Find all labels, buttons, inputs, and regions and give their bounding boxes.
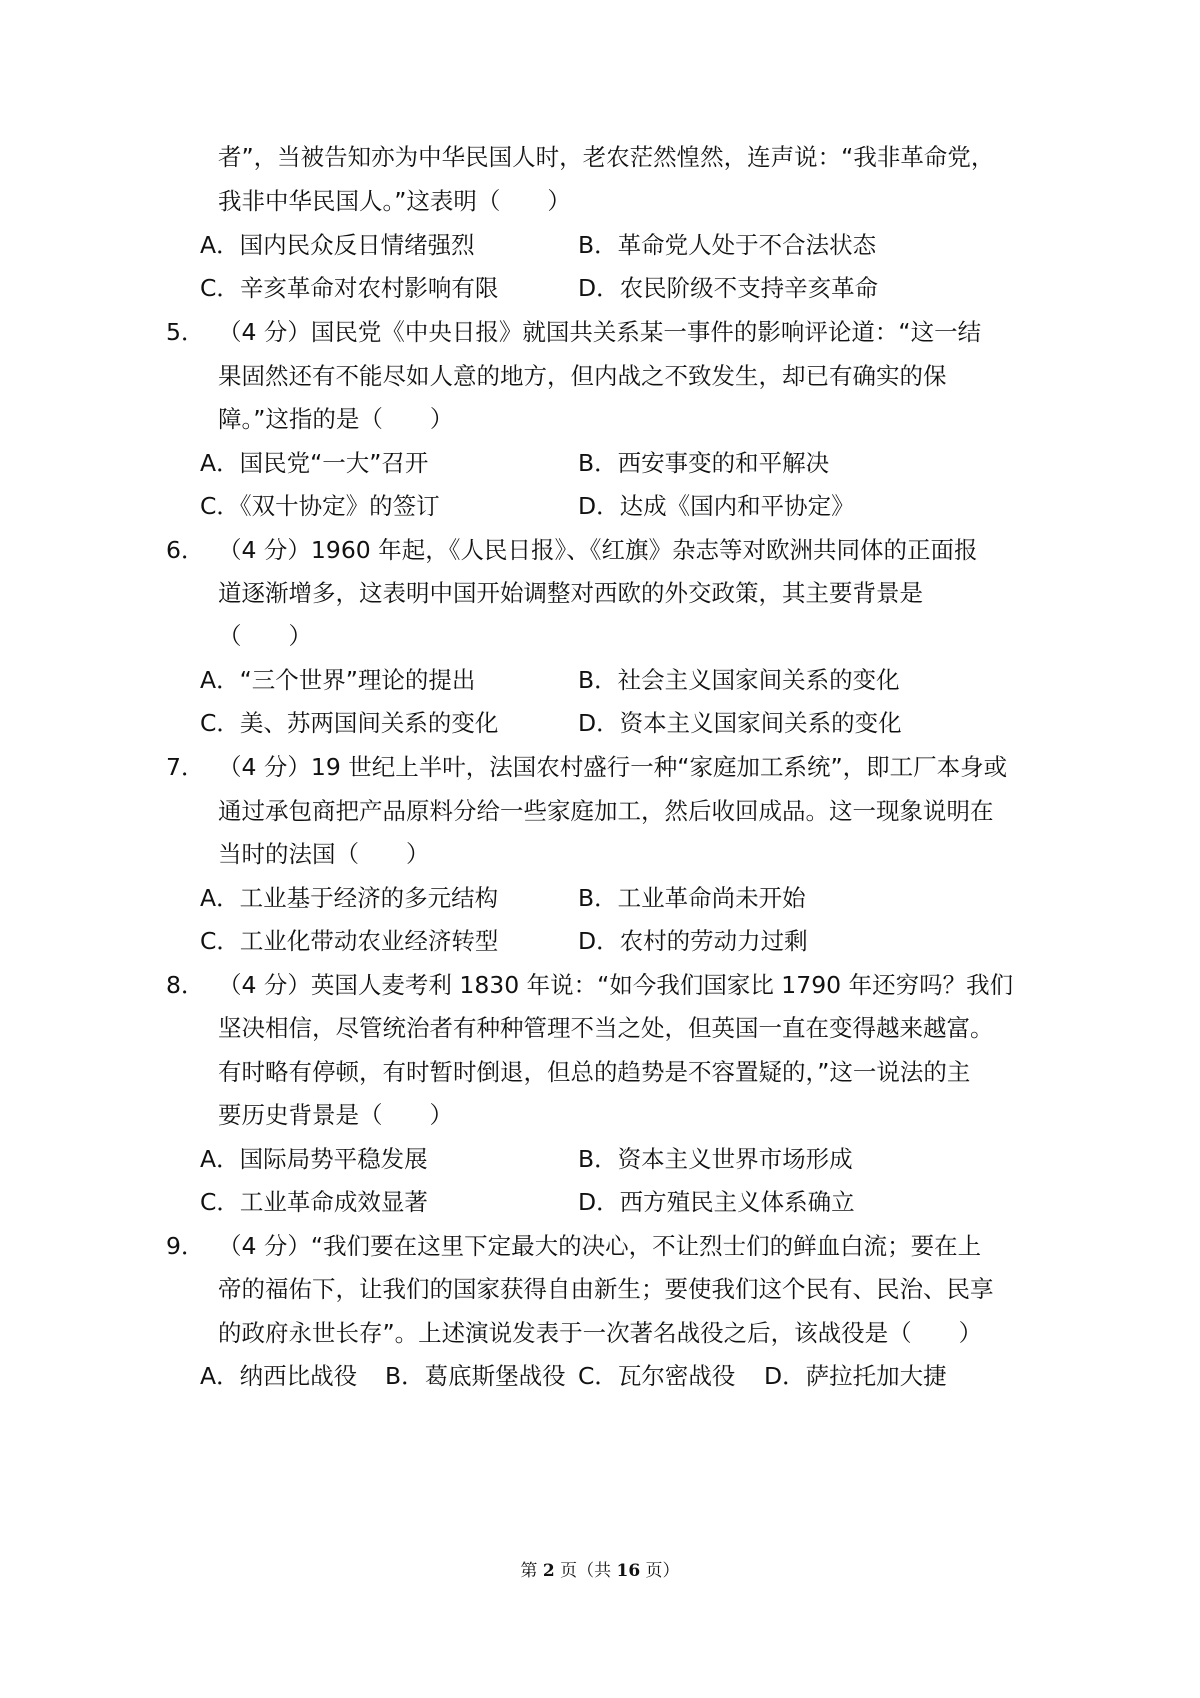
question-8-text-line xyxy=(0,962,1200,1008)
question-9-option-a[interactable]: A．纳西比战役 xyxy=(200,1362,358,1390)
question-7-text: 通过承包商把产品原料分给一些家庭加工，然后收回成品。这一现象说明在 xyxy=(218,797,994,825)
question-4-option-c[interactable]: C．辛亥革命对农村影响有限 xyxy=(200,274,499,302)
question-8-text: 坚决相信，尽管统治者有种种管理不当之处，但英国一直在变得越来越富。 xyxy=(218,1014,994,1042)
question-8-text-line xyxy=(0,1092,1200,1138)
page-footer xyxy=(0,1556,1200,1586)
question-7-text: 当时的法国（ ） xyxy=(218,840,430,868)
question-7-options-row xyxy=(0,918,1200,964)
question-7-option-c[interactable]: C．工业化带动农业经济转型 xyxy=(200,927,499,955)
question-5-text-line xyxy=(0,396,1200,442)
question-8-text: 有时略有停顿，有时暂时倒退，但总的趋势是不容置疑的，”这一说法的主 xyxy=(218,1058,971,1086)
question-7-number: 7． xyxy=(166,753,205,781)
question-9-text-line xyxy=(0,1266,1200,1312)
footer-middle: 页（共 xyxy=(554,1561,617,1581)
question-4-text-line xyxy=(0,178,1200,224)
question-8-options-row xyxy=(0,1136,1200,1182)
question-9-text: （4 分）“我们要在这里下定最大的决心，不让烈士们的鲜血白流；要在上 xyxy=(218,1232,982,1260)
question-6-options-row xyxy=(0,700,1200,746)
question-9-option-c[interactable]: C．瓦尔密战役 xyxy=(578,1362,736,1390)
question-4-options-row xyxy=(0,265,1200,311)
footer-suffix: 页） xyxy=(640,1561,680,1581)
question-9-options-row xyxy=(0,1353,1200,1399)
question-7-option-d[interactable]: D．农村的劳动力过剩 xyxy=(578,927,808,955)
question-8-number: 8． xyxy=(166,971,205,999)
question-8-text: （4 分）英国人麦考利 1830 年说：“如今我们国家比 1790 年还穷吗？我们 xyxy=(218,971,1014,999)
footer-page-number: 2 xyxy=(542,1561,555,1581)
question-4-text: 者”，当被告知亦为中华民国人时，老农茫然惶然，连声说：“我非革命党， xyxy=(218,143,995,171)
question-5-text: （4 分）国民党《中央日报》就国共关系某一事件的影响评论道：“这一结 xyxy=(218,318,982,346)
question-7-text-line xyxy=(0,831,1200,877)
question-4-option-d[interactable]: D．农民阶级不支持辛亥革命 xyxy=(578,274,879,302)
question-5-text-line xyxy=(0,353,1200,399)
question-5-options-row xyxy=(0,440,1200,486)
question-9-option-d[interactable]: D．萨拉托加大捷 xyxy=(764,1362,947,1390)
question-5-text-line xyxy=(0,309,1200,355)
question-8-text-line xyxy=(0,1005,1200,1051)
question-8-option-a[interactable]: A．国际局势平稳发展 xyxy=(200,1145,428,1173)
question-4-option-a[interactable]: A．国内民众反日情绪强烈 xyxy=(200,231,475,259)
question-9-text-line xyxy=(0,1310,1200,1356)
question-6-option-c[interactable]: C．美、苏两国间关系的变化 xyxy=(200,709,499,737)
question-4-text-line xyxy=(0,134,1200,180)
question-5-text: 障。”这指的是（ ） xyxy=(218,405,454,433)
question-7-text-line xyxy=(0,744,1200,790)
question-5-options-row xyxy=(0,483,1200,529)
question-8-option-d[interactable]: D．西方殖民主义体系确立 xyxy=(578,1188,855,1216)
question-7-options-row xyxy=(0,875,1200,921)
question-8-text: 要历史背景是（ ） xyxy=(218,1101,453,1129)
question-6-text: 道逐渐增多，这表明中国开始调整对西欧的外交政策，其主要背景是 xyxy=(218,579,923,607)
question-6-option-d[interactable]: D．资本主义国家间关系的变化 xyxy=(578,709,902,737)
question-6-number: 6． xyxy=(166,536,205,564)
question-8-option-c[interactable]: C．工业革命成效显著 xyxy=(200,1188,428,1216)
question-9-text-line xyxy=(0,1223,1200,1269)
question-6-option-a[interactable]: A．“三个世界”理论的提出 xyxy=(200,666,476,694)
question-6-option-b[interactable]: B．社会主义国家间关系的变化 xyxy=(578,666,900,694)
question-7-text: （4 分）19 世纪上半叶，法国农村盛行一种“家庭加工系统”，即工厂本身或 xyxy=(218,753,1008,781)
question-9-option-b[interactable]: B．葛底斯堡战役 xyxy=(385,1362,566,1390)
question-5-number: 5． xyxy=(166,318,205,346)
question-7-option-b[interactable]: B．工业革命尚未开始 xyxy=(578,884,806,912)
question-6-options-row xyxy=(0,657,1200,703)
question-9-text: 帝的福佑下，让我们的国家获得自由新生；要使我们这个民有、民治、民享 xyxy=(218,1275,994,1303)
question-5-option-d[interactable]: D．达成《国内和平协定》 xyxy=(578,492,855,520)
question-4-option-b[interactable]: B．革命党人处于不合法状态 xyxy=(578,231,877,259)
question-8-options-row xyxy=(0,1179,1200,1225)
question-6-text-line xyxy=(0,527,1200,573)
question-4-text: 我非中华民国人。”这表明（ ） xyxy=(218,187,571,215)
question-8-option-b[interactable]: B．资本主义世界市场形成 xyxy=(578,1145,853,1173)
question-5-option-b[interactable]: B．西安事变的和平解决 xyxy=(578,449,830,477)
question-6-text: （ ） xyxy=(218,622,312,650)
footer-prefix: 第 xyxy=(520,1561,543,1581)
question-9-number: 9． xyxy=(166,1232,205,1260)
question-5-text: 果固然还有不能尽如人意的地方，但内战之不致发生，却已有确实的保 xyxy=(218,362,947,390)
question-6-text-line xyxy=(0,570,1200,616)
question-5-option-a[interactable]: A．国民党“一大”召开 xyxy=(200,449,429,477)
footer-total-pages: 16 xyxy=(616,1561,641,1581)
question-4-options-row xyxy=(0,222,1200,268)
question-6-text-line xyxy=(0,613,1200,659)
question-7-option-a[interactable]: A．工业基于经济的多元结构 xyxy=(200,884,499,912)
question-8-text-line xyxy=(0,1049,1200,1095)
question-6-text: （4 分）1960 年起，《人民日报》、《红旗》杂志等对欧洲共同体的正面报 xyxy=(218,536,978,564)
question-5-option-c[interactable]: C．《双十协定》的签订 xyxy=(200,492,440,520)
question-9-text: 的政府永世长存”。上述演说发表于一次著名战役之后，该战役是（ ） xyxy=(218,1319,983,1347)
question-7-text-line xyxy=(0,788,1200,834)
